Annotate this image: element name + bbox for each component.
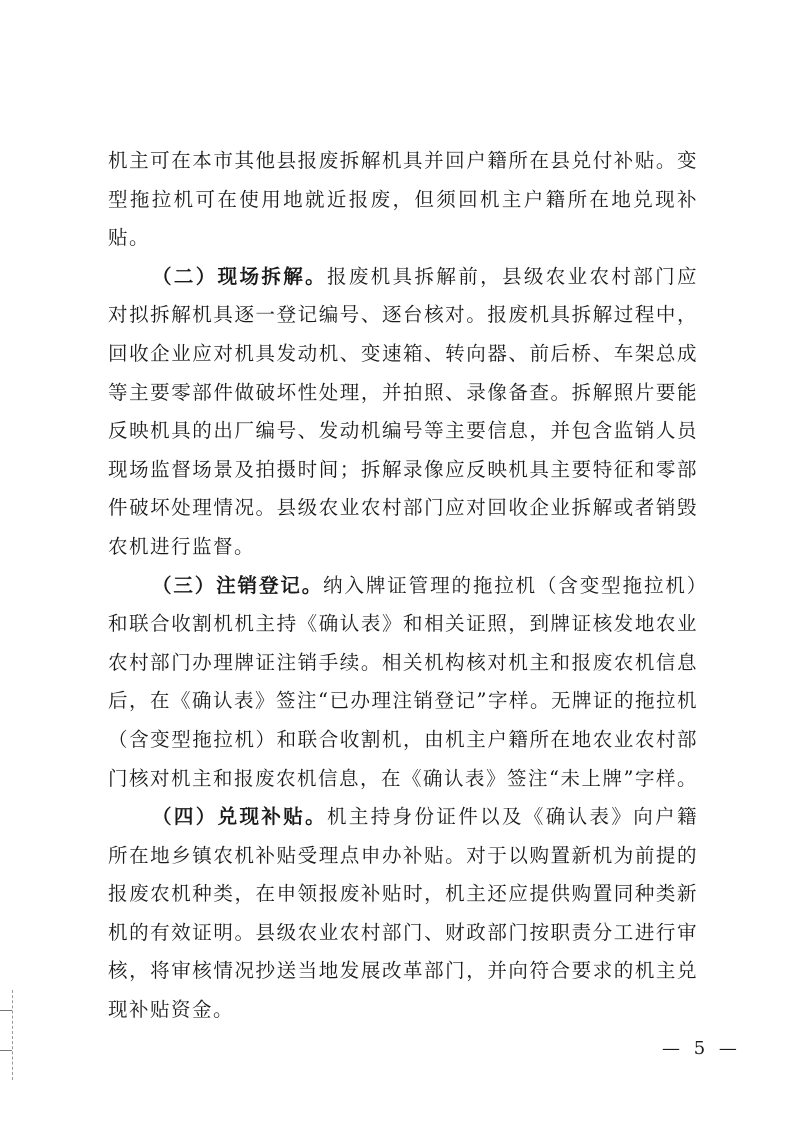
paragraph-2 [108,258,698,567]
section-heading-deregistration: （三）注销登记。 [152,573,324,597]
paragraph-2-text: 报废机具拆解前，县级农业农村部门应对拟拆解机具逐一登记编号、逐台核对。报废机具拆解过程中，回收企业应对机具发动机、变速箱、转向器、前后桥、车架总成等主要零部件做破坏性处理，并拍照、录像备查。拆解照片要能反映机具的出厂编号、发动机编号等主要信息，并包含监销人员现场监督场景及拍摄时间；拆解录像应反映机具主要特征和零部件破坏处理情况。县级农业农村部门应对回收企业拆解或者销毁农机进行监督。 [108,264,698,558]
paragraph-3 [108,567,698,799]
binding-edge-line [12,990,13,1080]
paragraph-1-text: 机主可在本市其他县报废拆解机具并回户籍所在县兑付补贴。变型拖拉机可在使用地就近报废，但须回机主户籍所在地兑现补贴。 [108,149,698,250]
paragraph-1 [108,142,698,258]
paragraph-4-text: 机主持身份证件以及《确认表》向户籍所在地乡镇农机补贴受理点申办补贴。对于以购置新机为前提的报废农机种类，在申领报废补贴时，机主还应提供购置同种类新机的有效证明。县级农业农村部门、财政部门按职责分工进行审核，将审核情况抄送当地发展改革部门，并向符合要求的机主兑现补贴资金。 [108,805,698,1022]
paragraph-3-text: 纳入牌证管理的拖拉机（含变型拖拉机）和联合收割机机主持《确认表》和相关证照，到牌证核发地农业农村部门办理牌证注销手续。相关机构核对机主和报废农机信息后，在《确认表》签注“已办理注销登记”字样。无牌证的拖拉机（含变型拖拉机）和联合收割机，由机主户籍所在地农业农村部门核对机主和报废农机信息，在《确认表》签注“未上牌”字样。 [108,573,698,790]
paragraph-4 [108,798,698,1030]
section-heading-subsidy: （四）兑现补贴。 [152,805,327,829]
section-heading-dismantle: （二）现场拆解。 [152,264,327,288]
binding-edge-mark [0,1010,12,1011]
binding-edge-mark [0,1050,12,1051]
page-number: — 5 — [662,1038,741,1059]
body-text [108,142,698,1030]
